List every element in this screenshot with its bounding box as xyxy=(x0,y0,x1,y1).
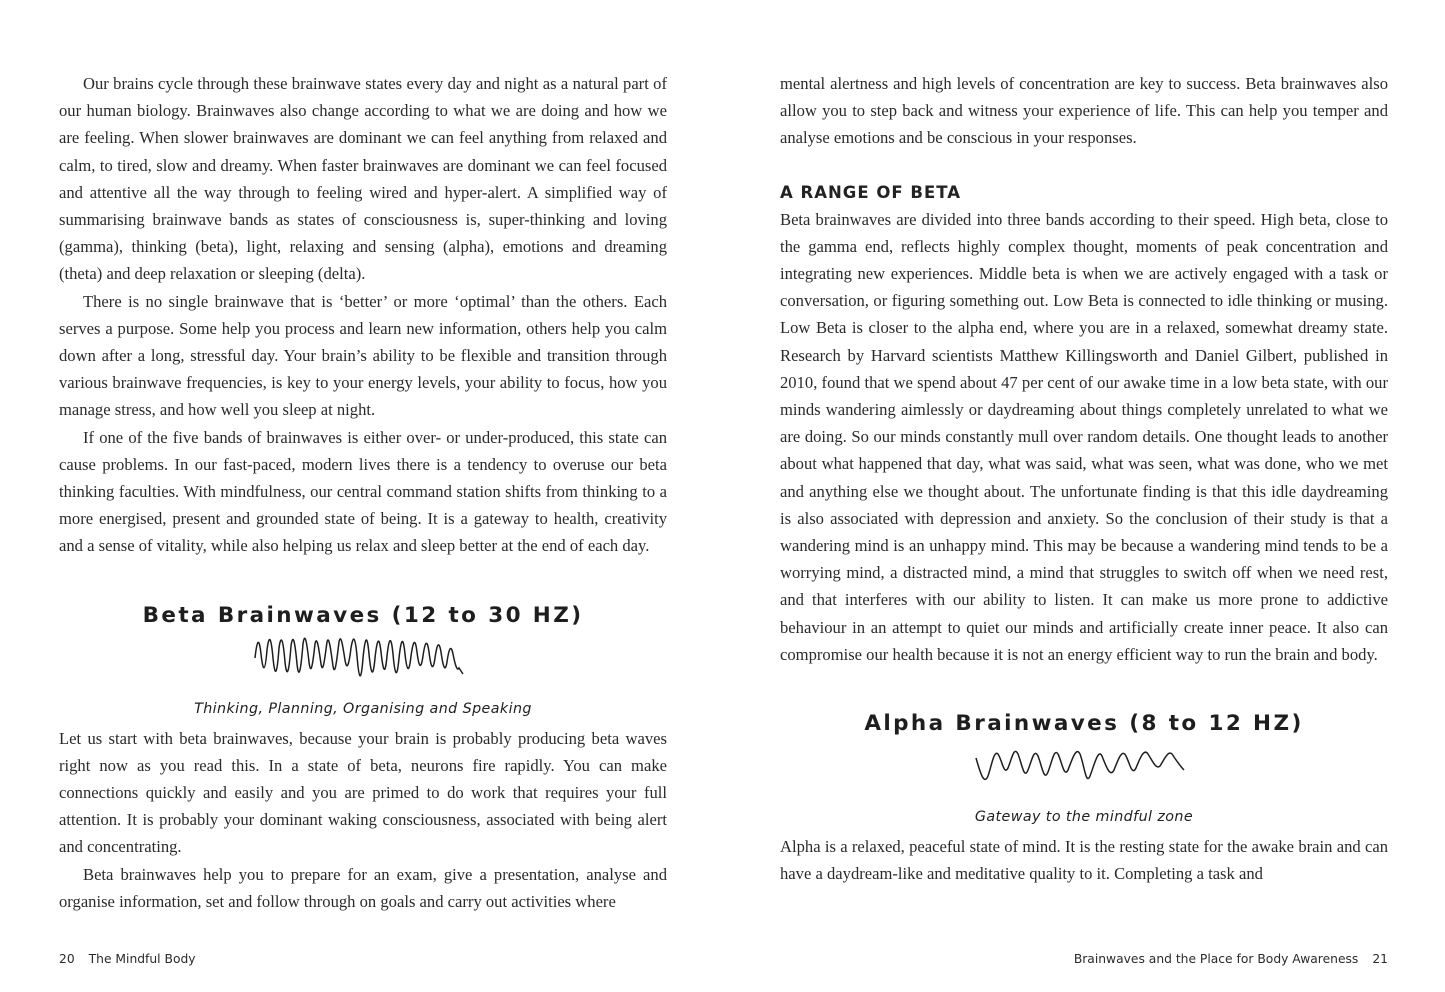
alpha-section-caption: Gateway to the mindful zone xyxy=(974,809,1194,826)
alpha-wave-illustration xyxy=(974,736,1194,796)
paragraph: There is no single brainwave that is ‘better’ or more ‘optimal’ than the others. Each serves a purpose. Some help you process and learn new information, others help you calm down after a long, stressful day. Your brain’s ability to be flexible and transition through various brainwave frequencies, is key to your energy levels, your ability to focus, how you manage stress, and how well you sleep at night. xyxy=(59,291,667,420)
running-title: The Mindful Body xyxy=(88,952,196,966)
paragraph: mental alertness and high levels of concentration are key to success. Beta brainwaves also allow you to step back and witness your experience of life. This can help you temper and analyse emotions and be conscious in your responses. xyxy=(780,74,1388,148)
page-number: 20 xyxy=(59,952,75,966)
left-page-text xyxy=(59,70,667,915)
right-page xyxy=(780,0,1388,992)
alpha-section-title: Alpha Brainwaves (8 to 12 HZ) xyxy=(864,711,1304,737)
subheading: A RANGE OF BETA xyxy=(780,182,961,202)
paragraph: Alpha is a relaxed, peaceful state of mind. It is the resting state for the awake brain and can have a daydream-like and meditative quality to it. Completing a task and xyxy=(780,837,1388,884)
beta-section-title: Beta Brainwaves (12 to 30 HZ) xyxy=(142,602,584,628)
alpha-wave-line xyxy=(976,751,1184,779)
beta-wave-line xyxy=(255,638,463,676)
right-page-text xyxy=(780,70,1388,887)
left-page xyxy=(59,0,667,992)
page-number: 21 xyxy=(1372,952,1388,966)
beta-section-caption: Thinking, Planning, Organising and Speaking xyxy=(194,700,532,717)
beta-wave-illustration xyxy=(253,628,473,688)
paragraph: Beta brainwaves are divided into three bands according to their speed. High beta, close to the gamma end, reflects highly complex thought, moments of peak concentration and integrating new experiences. Middle beta is when we are actively engaged with a task or conversation, or figuring something out. Low Beta is connected to idle thinking or musing. Low Beta is closer to the alpha end, where you are in a relaxed, somewhat dreamy state. Research by Harvard scientists Matthew Killingsworth and Daniel Gilbert, published in 2010, found that we spend about 47 per cent of our awake time in a low beta state, with our minds wandering aimlessly or daydreaming about things completely unrelated to what we are doing. So our minds constantly mull over random details. One thought leads to another about what happened that day, what was said, what was seen, what was done, who we met and anything else we thought about. The unfortunate finding is that this idle daydreaming is also associated with depression and anxiety. So the conclusion of their study is that a wandering mind is an unhappy mind. This may be because a wandering mind tends to be a worrying mind, a distracted mind, a mind that struggles to switch off when we need rest, and that interferes with our ability to listen. It can make us more prone to addictive behaviour in an attempt to quiet our minds and artificially create inner peace. It also can compromise our health because it is not an energy efficient way to run the brain and body. xyxy=(780,209,1388,664)
paragraph: Our brains cycle through these brainwave states every day and night as a natural part of our human biology. Brainwaves also change according to what we are doing and how we are feeling. When slower brainwaves are dominant we can feel anything from relaxed and calm, to tired, slow and dreamy. When faster brainwaves are dominant we can feel focused and attentive all the way through to feeling wired and hyper-alert. A simplified way of summarising brainwave bands as states of consciousness is, super-thinking and loving (gamma), thinking (beta), light, relaxing and sensing (alpha), emotions and dreaming (theta) and deep relaxation or sleeping (delta). xyxy=(59,74,667,284)
left-page-footer xyxy=(59,952,196,966)
running-title: Brainwaves and the Place for Body Awareness xyxy=(1073,952,1359,966)
paragraph: Beta brainwaves help you to prepare for an exam, give a presentation, analyse and organise information, set and follow through on goals and carry out activities where xyxy=(59,864,667,911)
paragraph: Let us start with beta brainwaves, because your brain is probably producing beta waves right now as you read this. In a state of beta, neurons fire rapidly. You can make connections quickly and easily and you are primed to do work that requires your full attention. It is probably your dominant waking consciousness, associated with being alert and concentrating. xyxy=(59,728,667,857)
paragraph: If one of the five bands of brainwaves is either over- or under-produced, this state can cause problems. In our fast-paced, modern lives there is a tendency to overuse our beta thinking faculties. With mindfulness, our central command station shifts from thinking to a more energised, present and grounded state of being. It is a gateway to health, creativity and a sense of vitality, while also helping us relax and sleep better at the end of each day. xyxy=(59,427,667,556)
right-page-footer xyxy=(1074,952,1388,966)
